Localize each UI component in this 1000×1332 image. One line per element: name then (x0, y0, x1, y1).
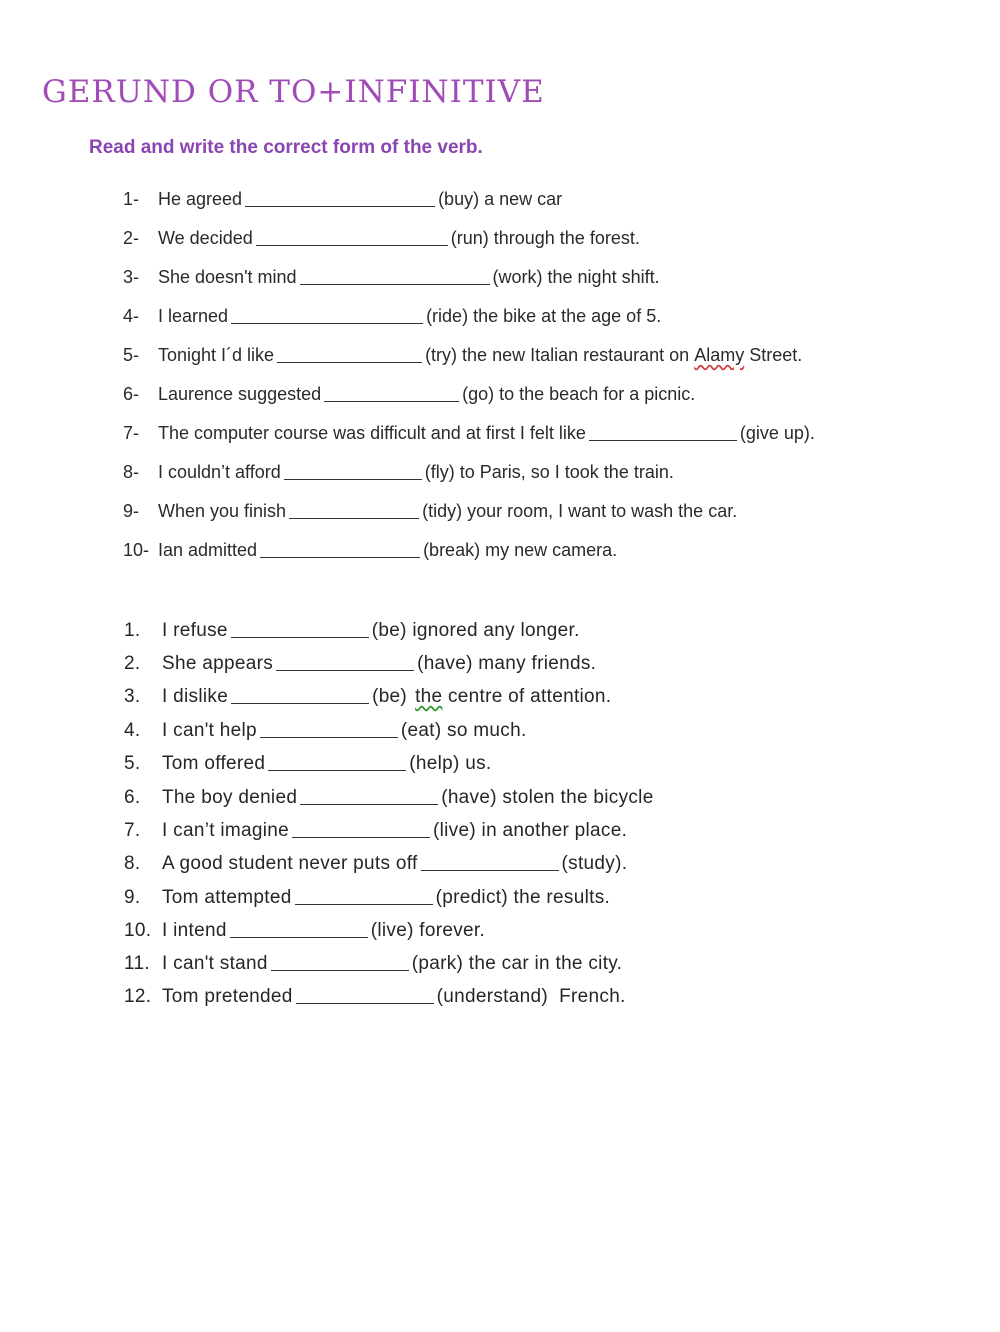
answer-blank[interactable] (276, 651, 414, 671)
list-item (124, 783, 654, 809)
sentence-start: I dislike (162, 686, 229, 707)
grammar-flag-word: the (415, 686, 443, 707)
misspelled-word: Alamy (694, 345, 745, 365)
answer-blank[interactable] (324, 383, 459, 402)
answer-blank[interactable] (300, 785, 438, 805)
list-item (123, 537, 617, 561)
item-number: 9. (124, 887, 141, 908)
sentence-start: Ian admitted (158, 540, 258, 560)
answer-blank[interactable] (296, 984, 434, 1004)
list-item (123, 342, 802, 366)
sentence-end: (buy) a new car (438, 189, 563, 209)
answer-blank[interactable] (289, 500, 419, 519)
list-item (123, 459, 674, 483)
list-item (123, 420, 815, 444)
item-number: 2- (123, 228, 140, 248)
sentence-start: I can’t imagine (162, 820, 290, 841)
sentence-end: (have) stolen the bicycle (441, 787, 654, 808)
list-item (124, 883, 610, 909)
sentence-end: (tidy) your room, I want to wash the car. (422, 501, 738, 521)
item-number: 10- (123, 540, 150, 560)
list-item (123, 498, 737, 522)
answer-blank[interactable] (277, 344, 422, 363)
answer-blank[interactable] (295, 885, 433, 905)
item-number: 9- (123, 501, 140, 521)
list-item (124, 949, 622, 975)
sentence-end: (have) many friends. (417, 653, 597, 674)
sentence-end: (run) through the forest. (450, 228, 640, 248)
item-number: 1- (123, 189, 140, 209)
sentence-start: The computer course was difficult and at first I felt like (158, 423, 586, 443)
item-number: 10. (124, 920, 152, 941)
list-item (124, 916, 485, 942)
item-number: 2. (124, 653, 141, 674)
sentence-start: He agreed (158, 189, 243, 209)
sentence-start: I refuse (162, 620, 228, 641)
sentence-start: Tom pretended (162, 986, 293, 1007)
sentence-end: (give up). (739, 423, 815, 443)
item-number: 4. (124, 720, 141, 741)
list-item (123, 303, 661, 327)
sentence-end: (be) (372, 686, 408, 707)
list-item (124, 749, 492, 775)
list-item (124, 816, 627, 842)
item-number: 1. (124, 620, 141, 641)
sentence-start: Laurence suggested (158, 384, 322, 404)
sentence-start: We decided (158, 228, 253, 248)
sentence-start: Tom attempted (162, 887, 292, 908)
answer-blank[interactable] (256, 227, 448, 246)
sentence-end: (study). (561, 853, 628, 874)
list-item (124, 616, 580, 642)
list-item (124, 716, 527, 742)
list-item (123, 186, 562, 210)
sentence-tail: Street. (744, 345, 803, 365)
sentence-start: The boy denied (162, 787, 298, 808)
item-number: 3. (124, 686, 141, 707)
item-number: 7. (124, 820, 141, 841)
sentence-start: Tom offered (162, 753, 266, 774)
item-number: 12. (124, 986, 152, 1007)
sentence-end: (work) the night shift. (492, 267, 660, 287)
sentence-end: (ride) the bike at the age of 5. (426, 306, 662, 326)
answer-blank[interactable] (231, 305, 423, 324)
instruction-text: Read and write the correct form of the verb. (89, 137, 483, 158)
item-number: 8. (124, 853, 141, 874)
sentence-end: (be) ignored any longer. (371, 620, 580, 641)
sentence-end: (live) in another place. (433, 820, 628, 841)
list-item (124, 649, 596, 675)
sentence-start: She appears (162, 653, 274, 674)
item-number: 6- (123, 384, 140, 404)
sentence-end: (eat) so much. (400, 720, 527, 741)
answer-blank[interactable] (260, 539, 420, 558)
sentence-end: (understand) French. (436, 986, 626, 1007)
sentence-tail: centre of attention. (442, 686, 612, 707)
list-item (123, 264, 660, 288)
list-item (124, 982, 626, 1008)
answer-blank[interactable] (292, 818, 430, 838)
item-number: 4- (123, 306, 140, 326)
sentence-start: I can't help (162, 720, 257, 741)
answer-blank[interactable] (230, 918, 368, 938)
item-number: 3- (123, 267, 140, 287)
sentence-start: I couldn’t afford (158, 462, 281, 482)
list-item (124, 682, 611, 708)
sentence-end: (help) us. (409, 753, 492, 774)
sentence-start: I intend (162, 920, 227, 941)
answer-blank[interactable] (284, 461, 422, 480)
answer-blank[interactable] (421, 851, 559, 871)
sentence-start: I learned (158, 306, 229, 326)
list-item (124, 849, 627, 875)
sentence-start: She doesn't mind (158, 267, 297, 287)
sentence-start: When you finish (158, 501, 287, 521)
answer-blank[interactable] (231, 684, 369, 704)
sentence-end: (fly) to Paris, so I took the train. (424, 462, 674, 482)
sentence-end: (park) the car in the city. (411, 953, 623, 974)
answer-blank[interactable] (268, 751, 406, 771)
item-number: 6. (124, 787, 141, 808)
sentence-end: (break) my new camera. (423, 540, 618, 560)
list-item (123, 381, 695, 405)
sentence-end: (predict) the results. (435, 887, 611, 908)
item-number: 5. (124, 753, 141, 774)
sentence-start: A good student never puts off (162, 853, 418, 874)
answer-blank[interactable] (589, 422, 737, 441)
answer-blank[interactable] (260, 718, 398, 738)
item-number: 11. (124, 953, 150, 974)
list-item (123, 225, 640, 249)
sentence-end: (live) forever. (370, 920, 486, 941)
answer-blank[interactable] (271, 951, 409, 971)
sentence-end: (try) the new Italian restaurant on (425, 345, 690, 365)
answer-blank[interactable] (300, 266, 490, 285)
worksheet-title: GERUND OR TO+INFINITIVE (42, 74, 545, 110)
sentence-start: Tonight I´d like (158, 345, 275, 365)
sentence-end: (go) to the beach for a picnic. (462, 384, 696, 404)
answer-blank[interactable] (231, 618, 369, 638)
item-number: 7- (123, 423, 140, 443)
item-number: 5- (123, 345, 140, 365)
item-number: 8- (123, 462, 140, 482)
answer-blank[interactable] (245, 188, 435, 207)
sentence-start: I can't stand (162, 953, 268, 974)
